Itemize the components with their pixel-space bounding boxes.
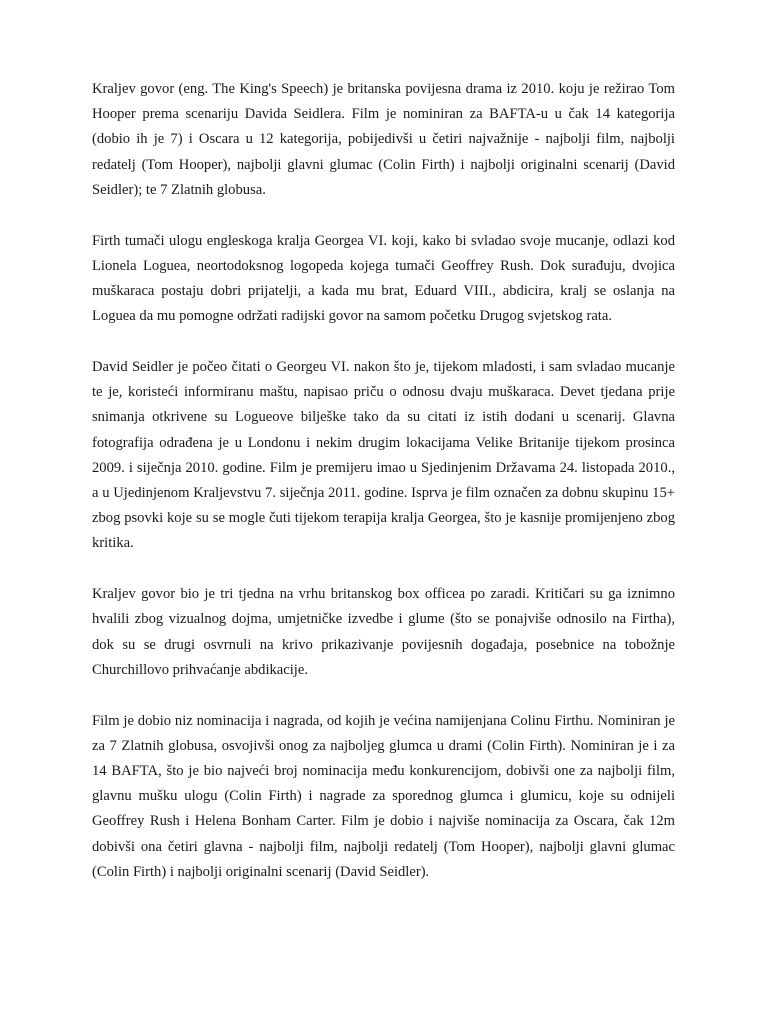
paragraph-intro: Kraljev govor (eng. The King's Speech) je britanska povijesna drama iz 2010. koju je režirao Tom Hooper prema scenariju Davida Seidlera. Film je nominiran za BAFTA-u u čak 14 kategorija (dobio ih je 7) i Oscara u 12 kategorija, pobijedivši u četiri najvažnije - najbolji film, najbolji redatelj (Tom Hooper), najbolji glavni glumac (Colin Firth) i najbolji originalni scenarij (David Seidler); te 7 Zlatnih globusa. xyxy=(92,81,675,198)
paragraph-production: David Seidler je počeo čitati o Georgeu VI. nakon što je, tijekom mladosti, i sam svladao mucanje te je, koristeći informiranu maštu, napisao priču o odnosu dvaju muškaraca. Devet tjedana prije snimanja otkrivene su Logueove bilješke tako da su citati iz istih dodani u scenarij. Glavna fotografija odrađena je u Londonu i nekim drugim lokacijama Velike Britanije tijekom prosinca 2009. i siječnja 2010. godine. Film je premijeru imao u Sjedinjenim Državama 24. listopada 2010., a u Ujedinjenom Kraljevstvu 7. siječnja 2011. godine. Isprva je film označen za dobnu skupinu 15+ zbog psovki koje su se mogle čuti tijekom terapija kralja Georgea, što je kasnije promijenjeno zbog kritika. xyxy=(92,359,675,552)
paragraph-awards: Film je dobio niz nominacija i nagrada, od kojih je većina namijenjana Colinu Firthu. Nominiran je za 7 Zlatnih globusa, osvojivši onog za najboljeg glumca u drami (Colin Firth). Nominiran je i za 14 BAFTA, što je bio najveći broj nominacija među konkurencijom, dobivši one za najbolji film, glavnu mušku ulogu (Colin Firth) i nagrade za sporednog glumca i glumicu, koje su odnijeli Geoffrey Rush i Helena Bonham Carter. Film je dobio i najviše nominacija za Oscara, čak 12m dobivši ona četiri glavna - najbolji film, najbolji redatelj (Tom Hooper), najbolji glavni glumac (Colin Firth) i najbolji originalni scenarij (David Seidler). xyxy=(92,712,675,880)
paragraph-plot: Firth tumači ulogu engleskoga kralja Georgea VI. koji, kako bi svladao svoje mucanje, odlazi kod Lionela Loguea, neortodoksnog logopeda kojega tumači Geoffrey Rush. Dok surađuju, dvojica muškaraca postaju dobri prijatelji, a kada mu brat, Eduard VIII., abdicira, kralj se oslanja na Loguea da mu pomogne održati radijski govor na samom početku Drugog svjetskog rata. xyxy=(92,232,675,325)
document-body xyxy=(92,77,675,911)
paragraph-reception: Kraljev govor bio je tri tjedna na vrhu britanskog box officea po zaradi. Kritičari su ga iznimno hvalili zbog vizualnog dojma, umjetničke izvedbe i glume (što se ponajviše odnosilo na Firtha), dok su se drugi osvrnuli na krivo prikazivanje povijesnih događaja, posebnice na tobožnje Churchillovo prihvaćanje abdikacije. xyxy=(92,586,675,678)
